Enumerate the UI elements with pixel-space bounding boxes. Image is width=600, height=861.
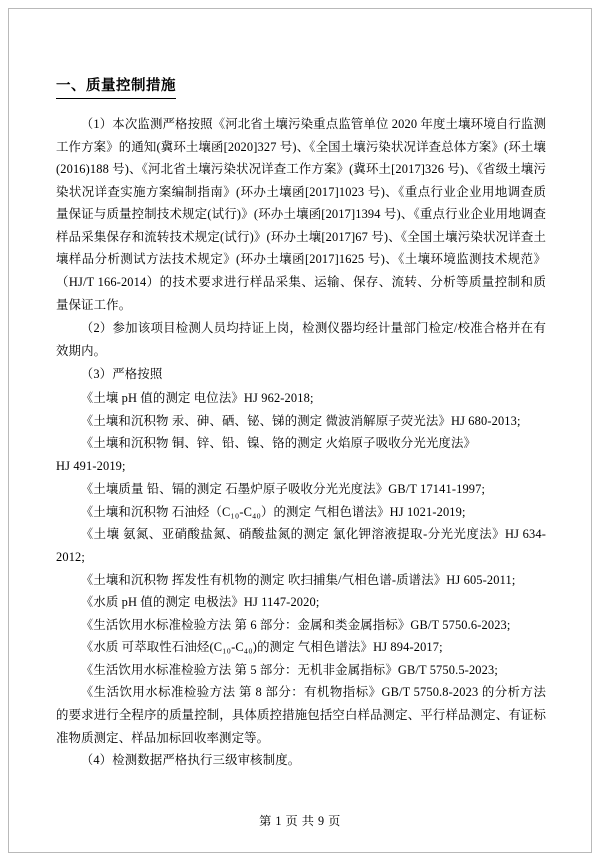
paragraph-regulations-basis: （1）本次监测严格按照《河北省土壤污染重点监管单位 2020 年度土壤环境自行监测工作方案》的通知(冀环土壤函[2020]327 号)、《全国土壤污染状况详查总体方案》(环土壤(2016)188 号)、《河北省土壤污染状况详查工作方案》(冀环土[2017]326 号)、《省级土壤污染状况详查实施方案编制指南》(环办土壤函[2017]1023 号)、《重点行业企业用地调查质量保证与质量控制技术规定(试行)》(环办土壤函[2017]1394 号)、《重点行业企业用地调查样品采集保存和流转技术规定(试行)》(环办土壤[2017]67 号)、《全国土壤污染状况详查土壤样品分析测试方法技术规定》(环办土壤函[2017]1625 号)、《土壤环境监测技术规范》（HJ/T 166-2014）的技术要求进行样品采集、运输、保存、流转、分析等质量控制和质量保证工作。 bbox=[56, 117, 546, 312]
page-footer: 第 1 页 共 9 页 bbox=[259, 814, 341, 828]
standard-item-inorganic: 《生活饮用水标准检验方法 第 5 部分：无机非金属指标》GB/T 5750.5-2023; bbox=[80, 662, 498, 677]
paragraph-standards-intro: （3）严格按照 bbox=[80, 367, 163, 382]
standard-item-hg-as-se: 《土壤和沉积物 汞、砷、硒、铋、锑的测定 微波消解原子荧光法》HJ 680-2013; bbox=[80, 413, 521, 428]
standard-item-metals: 《生活饮用水标准检验方法 第 6 部分：金属和类金属指标》GB/T 5750.6-2023; bbox=[80, 617, 511, 632]
standard-item-cu-zn-pb-code: HJ 491-2019; bbox=[56, 458, 126, 473]
standard-item-organic: 《生活饮用水标准检验方法 第 8 部分：有机物指标》GB/T 5750.8-2023 的分析方法的要求进行全程序的质量控制，具体质控措施包括空白样品测定、平行样品测定、有证标准物质测定、样品加标回收率测定等。 bbox=[56, 685, 546, 745]
paragraph-three-level-review: （4）检测数据严格执行三级审核制度。 bbox=[80, 753, 301, 768]
document-body bbox=[56, 74, 546, 773]
standard-item-pb-cd: 《土壤质量 铅、镉的测定 石墨炉原子吸收分光光度法》GB/T 17141-1997; bbox=[80, 482, 486, 497]
standard-item-water-ph: 《水质 pH 值的测定 电极法》HJ 1147-2020; bbox=[80, 595, 320, 610]
section-heading-wrapper bbox=[56, 74, 546, 103]
standard-item-cu-zn-pb: 《土壤和沉积物 铜、锌、铅、镍、铬的测定 火焰原子吸收分光光度法》 bbox=[80, 436, 477, 451]
paragraph-personnel-qualification: （2）参加该项目检测人员均持证上岗，检测仪器均经计量部门检定/校准合格并在有效期内。 bbox=[56, 321, 546, 358]
standard-item-water-petroleum: 《水质 可萃取性石油烃(C₁₀-C₄₀)的测定 气相色谱法》HJ 894-2017; bbox=[80, 640, 443, 655]
page-title: 一、质量控制措施 bbox=[56, 74, 176, 99]
standard-item-soil-ph: 《土壤 pH 值的测定 电位法》HJ 962-2018; bbox=[80, 390, 314, 405]
standard-item-soil-petroleum: 《土壤和沉积物 石油烃（C₁₀-C₄₀）的测定 气相色谱法》HJ 1021-2019; bbox=[80, 504, 466, 519]
standard-item-vocs: 《土壤和沉积物 挥发性有机物的测定 吹扫捕集/气相色谱-质谱法》HJ 605-2011; bbox=[80, 572, 516, 587]
standard-item-nitrogen: 《土壤 氨氮、亚硝酸盐氮、硝酸盐氮的测定 氯化钾溶液提取-分光光度法》HJ 634-2012; bbox=[56, 527, 546, 564]
